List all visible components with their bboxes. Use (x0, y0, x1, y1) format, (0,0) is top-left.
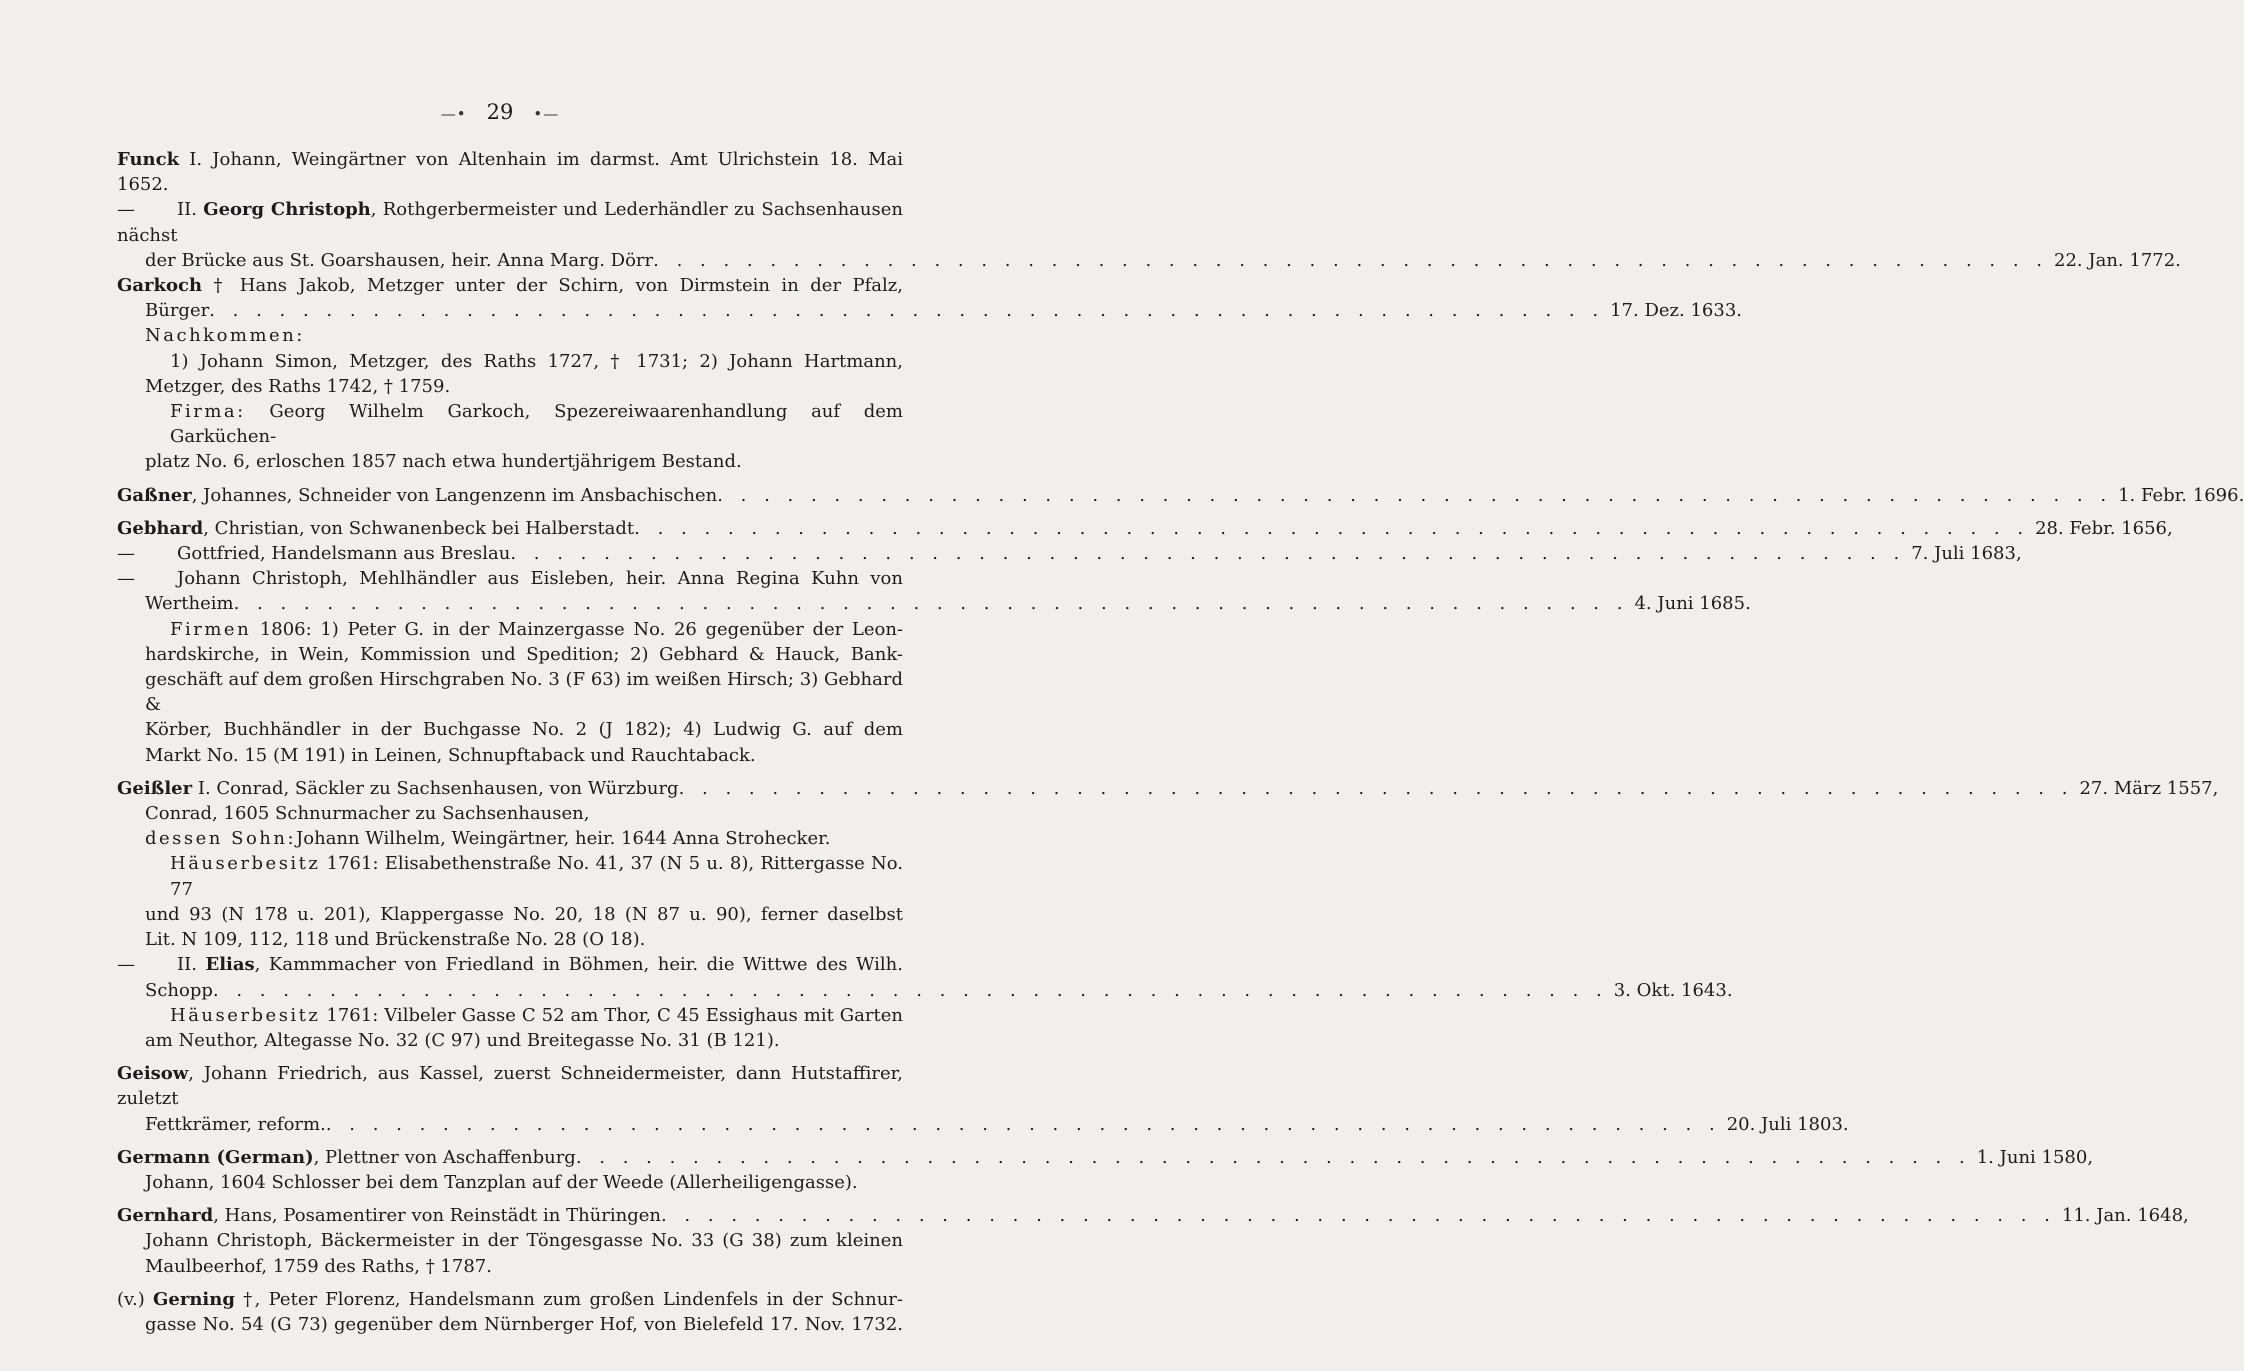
line-text: (v.) (117, 1288, 154, 1310)
text-line (117, 449, 903, 474)
line-text: platz No. 6, erloschen 1857 nach etwa hundertjährigem Bestand. (145, 451, 742, 473)
line-text: und 93 (N 178 u. 201), Klappergasse No. 20, 18 (N 87 u. 90), ferner daselbst (145, 903, 903, 925)
section-label: Firma: (170, 401, 246, 423)
dot-leader: . . . . . . . . . . . . . . . . . . . . . . . . . . . . . . . . . . . . . . . . . . . . . . . . . . . . . . . . . . . . (212, 979, 1608, 1001)
line-text: hardskirche, in Wein, Kommission und Spedition; 2) Gebhard & Hauck, Bank- (145, 643, 903, 665)
line-text: gasse No. 54 (G 73) gegenüber dem Nürnberger Hof, von Bielefeld 17. Nov. 1732. (145, 1313, 903, 1335)
line-text: , Kammmacher von Friedland in Böhmen, heir. die Wittwe des Wilh. (254, 954, 903, 976)
entry-name: Gernhard (117, 1205, 214, 1227)
line-text: Johann Wilhelm, Weingärtner, heir. 1644 Anna Strohecker. (296, 828, 831, 850)
dot-leader: . . . . . . . . . . . . . . . . . . . . . . . . . . . . . . . . . . . . . . . . . . . . . . . . . . . . . . . . . . . . (634, 517, 2030, 539)
section-label: Häuserbesitz (170, 853, 321, 875)
page-number: 29 (486, 100, 514, 124)
entry-name: Georg Christoph (203, 199, 371, 221)
line-text: I. Conrad, Säckler zu Sachsenhausen, von Würzburg (192, 777, 679, 799)
text-line (117, 566, 903, 591)
text-line (117, 591, 1751, 616)
text-line (117, 197, 903, 247)
line-text: Lit. N 109, 112, 118 und Brückenstraße No. 28 (O 18). (145, 929, 646, 951)
entry-gap (117, 1137, 903, 1145)
line-text: II. (177, 954, 206, 976)
line-text: 1806: 1) Peter G. in der Mainzergasse No. 26 gegenüber der Leon- (251, 618, 903, 640)
line-text: † Hans Jakob, Metzger unter der Schirn, von Dirmstein in der Pfalz, (202, 275, 903, 297)
text-line (117, 1028, 903, 1053)
text-line (117, 541, 2022, 566)
text-line (117, 978, 1733, 1003)
text-line (117, 248, 2181, 273)
entry-date: 4. Juni 1685. (1634, 593, 1751, 615)
dot-leader: . . . . . . . . . . . . . . . . . . . . . . . . . . . . . . . . . . . . . . . . . . . . . . . . . . . . . . . . . . . . (510, 543, 1906, 565)
dot-leader: . . . . . . . . . . . . . . . . . . . . . . . . . . . . . . . . . . . . . . . . . . . . . . . . . . . . . . . . . . . . (325, 1113, 1721, 1135)
dot-leader: . . . . . . . . . . . . . . . . . . . . . . . . . . . . . . . . . . . . . . . . . . . . . . . . . . . . . . . . . . . . (660, 1205, 2056, 1227)
ditto-dash: — (117, 543, 135, 565)
text-line (117, 1312, 903, 1337)
line-text: Metzger, des Raths 1742, † 1759. (145, 375, 451, 397)
text-line (117, 851, 903, 901)
line-text: †, Peter Florenz, Handelsmann zum großen Lindenfels in der Schnur- (234, 1288, 903, 1310)
line-text: 1761: Elisabethenstraße No. 41, 37 (N 5 u. 8), Rittergasse No. 77 (170, 853, 903, 900)
text-line (117, 483, 2244, 508)
line-text: II. (177, 199, 204, 221)
entry-date: 7. Juli 1683, (1911, 543, 2022, 565)
line-text: , Johannes, Schneider von Langenzenn im Ansbachischen (191, 484, 718, 506)
text-line (117, 617, 903, 642)
entry-name: Gebhard (117, 517, 204, 539)
line-text: , Johann Friedrich, aus Kassel, zuerst Schneidermeister, dann Hutstaffirer, zuletzt (117, 1063, 903, 1110)
line-text: 1) Johann Simon, Metzger, des Raths 1727, † 1731; 2) Johann Hartmann, (170, 350, 903, 372)
text-line (117, 349, 903, 374)
ornament-right: •— (533, 105, 560, 123)
text-line (117, 776, 2219, 801)
line-text: geschäft auf dem großen Hirschgraben No. 3 (F 63) im weißen Hirsch; 3) Gebhard & (145, 669, 903, 716)
section-label: Nachkommen: (145, 325, 305, 347)
entry-name: Funck (117, 149, 180, 170)
line-text: am Neuthor, Altegasse No. 32 (C 97) und Breitegasse No. 31 (B 121). (145, 1029, 780, 1051)
line-text: I. Johann, Weingärtner von Altenhain im darmst. Amt Ulrichstein 18. Mai 1652. (117, 149, 903, 196)
line-text: Conrad, 1605 Schnurmacher zu Sachsenhausen, (145, 803, 590, 825)
dot-leader: . . . . . . . . . . . . . . . . . . . . . . . . . . . . . . . . . . . . . . . . . . . . . . . . . . . . . . . . . . . . (653, 249, 2049, 271)
line-text: Wertheim (145, 593, 234, 615)
section-label: Firmen (170, 618, 252, 640)
entry-name: Germann (German) (117, 1146, 314, 1168)
entry-gap (117, 1053, 903, 1061)
line-text: Johann, 1604 Schlosser bei dem Tanzplan auf der Weede (Allerheiligengasse). (145, 1171, 858, 1193)
entry-date: 20. Juli 1803. (1726, 1113, 1849, 1135)
text-line (117, 516, 2173, 541)
entry-name: Gerning (153, 1288, 235, 1310)
text-line (117, 1170, 903, 1195)
entry-name: Garkoch (117, 275, 203, 297)
entry-date: 3. Okt. 1643. (1613, 979, 1733, 1001)
dot-leader: . . . . . . . . . . . . . . . . . . . . . . . . . . . . . . . . . . . . . . . . . . . . . . . . . . . . . . . . . . . . (717, 484, 2113, 506)
line-text: Johann Christoph, Mehlhändler aus Eisleben, heir. Anna Regina Kuhn von (177, 568, 903, 590)
entry-date: 11. Jan. 1648, (2061, 1205, 2189, 1227)
text-line (117, 927, 903, 952)
line-text: der Brücke aus St. Goarshausen, heir. Anna Marg. Dörr (145, 249, 654, 271)
ditto-dash: — (117, 568, 135, 590)
text-line (117, 801, 903, 826)
text-line (117, 323, 903, 348)
ditto-dash: — (117, 199, 135, 221)
text-line (117, 717, 903, 742)
line-text: Gottfried, Handelsmann aus Breslau (177, 543, 511, 565)
entry-date: 1. Febr. 1696. (2118, 484, 2244, 506)
text-line (117, 1003, 903, 1028)
text-line (117, 147, 903, 197)
register-entries (117, 147, 2244, 1337)
line-text: Maulbeerhof, 1759 des Raths, † 1787. (145, 1255, 492, 1277)
text-line (117, 1061, 903, 1111)
text-line (117, 1254, 903, 1279)
text-line (117, 374, 903, 399)
line-text: Bürger (145, 300, 210, 322)
entry-date: 1. Juni 1580, (1976, 1146, 2094, 1168)
text-line (117, 273, 903, 298)
text-line (117, 743, 903, 768)
entry-name: Geisow (117, 1063, 189, 1085)
ornament-left: —• (440, 105, 467, 123)
entry-date: 17. Dez. 1633. (1610, 300, 1742, 322)
entry-date: 27. März 1557, (2079, 777, 2219, 799)
line-text: , Plettner von Aschaffenburg (313, 1146, 576, 1168)
entry-gap (117, 1279, 903, 1287)
line-text: 1761: Vilbeler Gasse C 52 am Thor, C 45 Essighaus mit Garten (320, 1004, 903, 1026)
line-text: , Christian, von Schwanenbeck bei Halberstadt (203, 517, 635, 539)
entry-name: Gaßner (117, 484, 192, 506)
text-line (117, 298, 1742, 323)
ditto-dash: — (117, 954, 135, 976)
text-line (117, 1203, 2189, 1228)
entry-name: Geißler (117, 777, 193, 799)
entry-date: 28. Febr. 1656, (2035, 517, 2173, 539)
text-line (117, 826, 903, 851)
line-text: Markt No. 15 (M 191) in Leinen, Schnupftaback und Rauchtaback. (145, 744, 756, 766)
section-label: Häuserbesitz (170, 1004, 321, 1026)
entry-name: Elias (205, 954, 255, 976)
text-line (117, 1112, 1849, 1137)
text-line (117, 667, 903, 717)
line-text: Johann Christoph, Bäckermeister in der Töngesgasse No. 33 (G 38) zum kleinen (145, 1230, 903, 1252)
dot-leader: . . . . . . . . . . . . . . . . . . . . . . . . . . . . . . . . . . . . . . . . . . . . . . . . . . . . . . . . . . . . (575, 1146, 1971, 1168)
page-header (0, 100, 1000, 124)
text-line (117, 399, 903, 449)
entry-gap (117, 1195, 903, 1203)
line-text: Georg Wilhelm Garkoch, Spezereiwaarenhandlung auf dem Garküchen- (170, 401, 903, 448)
entry-gap (117, 768, 903, 776)
line-text: Körber, Buchhändler in der Buchgasse No. 2 (J 182); 4) Ludwig G. auf dem (145, 719, 903, 741)
entry-gap (117, 508, 903, 516)
text-line (117, 902, 903, 927)
line-text: , Hans, Posamentirer von Reinstädt in Thüringen (213, 1205, 661, 1227)
line-text: Schopp (145, 979, 213, 1001)
text-line (117, 1145, 2094, 1170)
text-line (117, 1287, 903, 1312)
text-line (117, 1228, 903, 1253)
text-line (117, 642, 903, 667)
entry-date: 22. Jan. 1772. (2054, 249, 2181, 271)
dot-leader: . . . . . . . . . . . . . . . . . . . . . . . . . . . . . . . . . . . . . . . . . . . . . . . . . . . . . . . . . . . . (209, 300, 1605, 322)
line-text: Fettkrämer, reform. (145, 1113, 326, 1135)
dot-leader: . . . . . . . . . . . . . . . . . . . . . . . . . . . . . . . . . . . . . . . . . . . . . . . . . . . . . . . . . . . . (233, 593, 1629, 615)
section-label: dessen Sohn: (145, 828, 297, 850)
text-line (117, 952, 903, 977)
dot-leader: . . . . . . . . . . . . . . . . . . . . . . . . . . . . . . . . . . . . . . . . . . . . . . . . . . . . . . . . . . . . (678, 777, 2074, 799)
entry-gap (117, 475, 903, 483)
line-text: , Rothgerbermeister und Lederhändler zu Sachsenhausen nächst (117, 199, 903, 246)
